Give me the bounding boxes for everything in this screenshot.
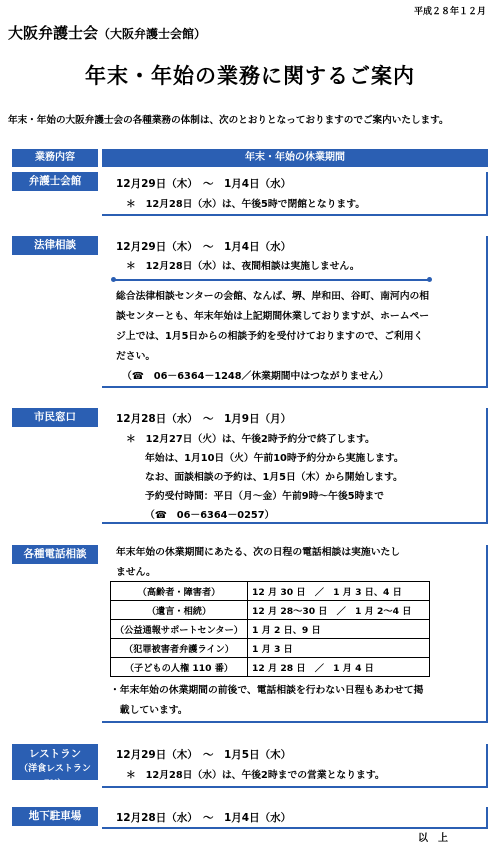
org-name: 大阪弁護士会 (8, 24, 99, 42)
footer-denwa (110, 681, 480, 721)
table-cell-name: （高齢者・障害者） (111, 582, 248, 601)
table-cell-name: （遺言・相続） (111, 601, 248, 620)
body-line: 総合法律相談センターの会館、なんば、堺、岸和田、谷町、南河内の相 (116, 291, 430, 302)
shimin-line: 予約受付時間：平日（月～金）午前9時～午後5時まで (145, 491, 384, 502)
label-parking: 地下駐車場 (12, 807, 98, 826)
note-soudan: ＊ 12月28日（水）は、夜間相談は実施しません。 (126, 261, 360, 272)
org-subname: （大阪弁護士会館） (98, 27, 207, 41)
table-row (111, 620, 430, 639)
table-cell-name: （犯罪被害者弁護ライン） (111, 639, 248, 658)
period-restaurant: 12月29日（木） ～ 1月5日（木） (116, 749, 292, 761)
header-period: 年末・年始の休業期間 (102, 149, 488, 167)
body-line: 談センターとも、年末年始は上記期間休業しておりますが、ホームペー (116, 311, 430, 322)
body-denwa (116, 543, 466, 583)
body-line: ません。 (116, 567, 156, 578)
phone-consultation-table (110, 581, 430, 677)
tel-soudan: （☎ 06－6364－1248／休業期間中はつながりません） (122, 371, 389, 382)
label-denwa: 各種電話相談 (12, 545, 98, 564)
table-cell-name: （公益通報サポートセンター） (111, 620, 248, 639)
table-cell-dates: 1 月 2 日、9 日 (247, 620, 429, 639)
label-restaurant (12, 744, 98, 789)
period-kaikan: 12月29日（木） ～ 1月4日（水） (116, 178, 292, 190)
note-restaurant: ＊ 12月28日（水）は、午後2時までの営業となります。 (126, 770, 385, 781)
period-soudan: 12月29日（木） ～ 1月4日（水） (116, 241, 292, 253)
restaurant-name: レストラン (28, 748, 82, 760)
closing-mark: 以 上 (418, 833, 448, 844)
tel-shimin: （☎ 06－6364－0257） (145, 510, 275, 521)
footer-line: ・年末年始の休業期間の前後で、電話相談を行わない日程もあわせて掲 (110, 685, 424, 696)
label-soudan: 法律相談 (12, 236, 98, 255)
issue-date: 平成２８年１２月 (413, 7, 486, 17)
table-row (111, 658, 430, 677)
body-line: ださい。 (116, 351, 156, 362)
body-line: 年末年始の休業期間にあたる、次の日程の電話相談は実施いたし (116, 547, 401, 558)
table-cell-dates: 12 月 30 日 ／ 1 月 3 日、4 日 (247, 582, 429, 601)
table-row (111, 639, 430, 658)
label-shimin: 市民窓口 (12, 408, 98, 427)
note-shimin: ＊ 12月27日（火）は、午後2時予約分で終了します。 (126, 434, 375, 445)
separator-line (114, 279, 430, 281)
shimin-line: 年始は、1月10日（火）午前10時予約分から実施します。 (145, 453, 404, 464)
footer-line: 載しています。 (110, 705, 188, 716)
organization-name (8, 22, 206, 43)
shimin-line: なお、面談相談の予約は、1月5日（木）から開始します。 (145, 472, 403, 483)
table-row (111, 582, 430, 601)
period-parking: 12月28日（水） ～ 1月4日（水） (116, 812, 292, 824)
body-line: ジ上では、1月5日からの相談予約を受付けておりますので、ご利用く (116, 331, 424, 342)
table-row (111, 601, 430, 620)
page-title: 年末・年始の業務に関するご案内 (85, 64, 415, 88)
table-cell-dates: 12 月 28 日 ／ 1 月 4 日 (247, 658, 429, 677)
header-business: 業務内容 (12, 149, 98, 167)
table-cell-dates: 1 月 3 日 (247, 639, 429, 658)
table-cell-dates: 12 月 28～30 日 ／ 1 月 2～4 日 (247, 601, 429, 620)
period-shimin: 12月28日（水） ～ 1月9日（月） (116, 413, 292, 425)
table-cell-name: （子どもの人権 110 番） (111, 658, 248, 677)
label-kaikan: 弁護士会館 (12, 172, 98, 191)
intro-text: 年末・年始の大阪弁護士会の各種業務の体制は、次のとおりとなっておりますのでご案内いたします。 (8, 115, 449, 126)
note-kaikan: ＊ 12月28日（水）は、午後5時で閉館となります。 (126, 199, 366, 210)
body-soudan (116, 287, 466, 367)
separator-dot-right (427, 277, 432, 282)
restaurant-subname: （洋食レストランEN） (19, 764, 91, 789)
